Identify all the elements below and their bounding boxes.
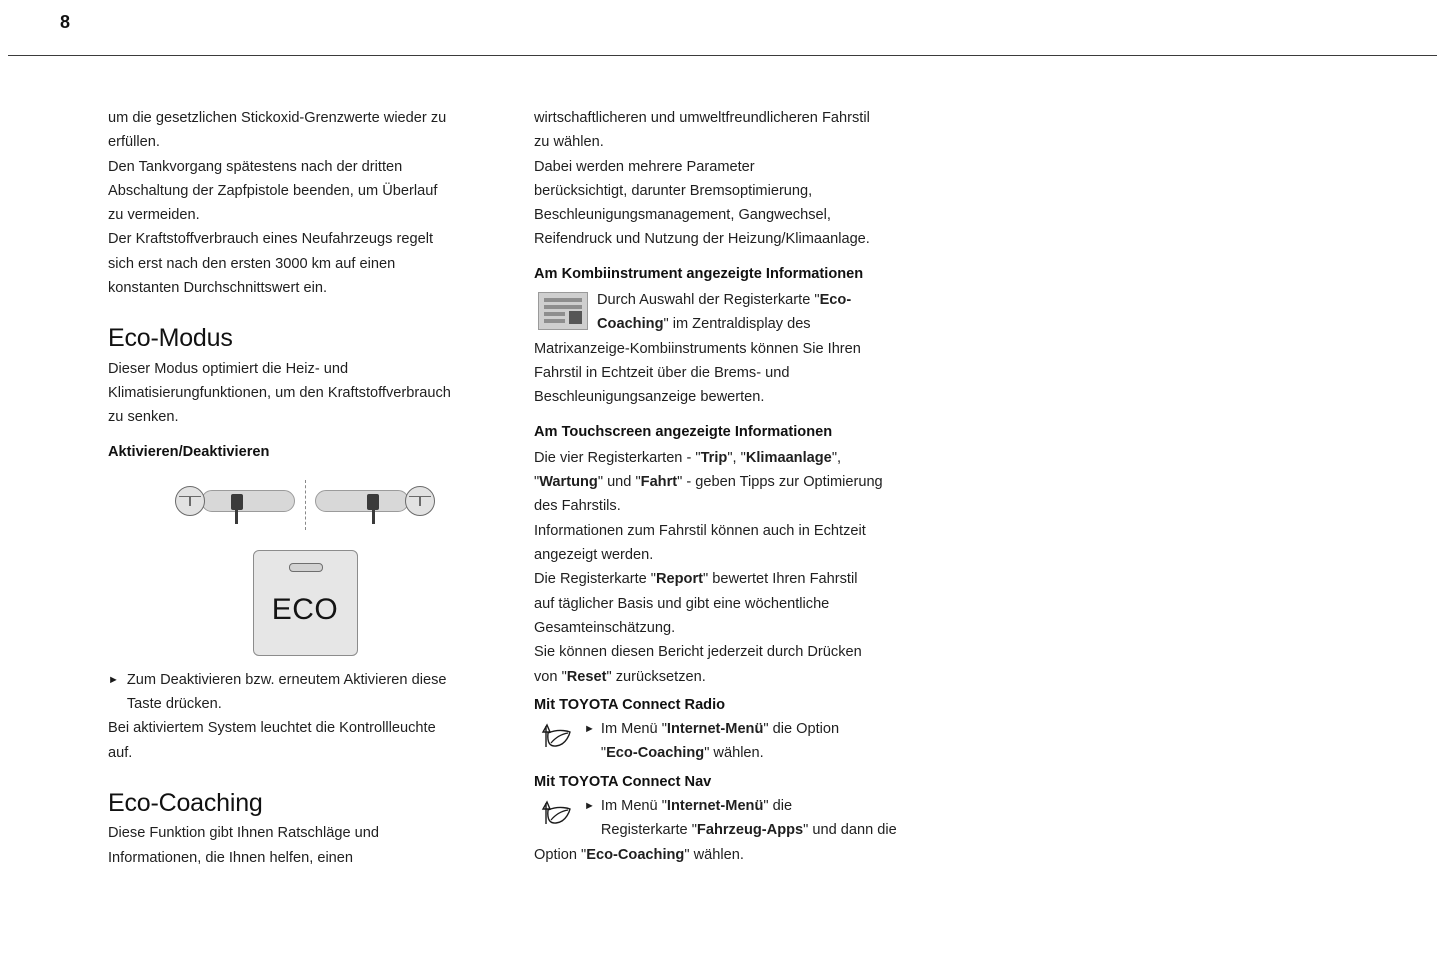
subheading-cluster-info: Am Kombiinstrument angezeigte Informationen — [534, 265, 864, 282]
paragraph-nav-option — [534, 843, 928, 867]
display-line-3 — [544, 312, 565, 316]
text-line: angezeigt werden. — [534, 547, 654, 564]
text-line: Beschleunigungsmanagement, Gangwechsel, — [534, 207, 831, 224]
page-columns — [108, 106, 1338, 870]
header-divider — [8, 55, 1437, 56]
text-line: Sie können diesen Bericht jederzeit durch Drücken — [534, 644, 862, 661]
instruction-text — [601, 717, 928, 766]
text-line: des Fahrstils. — [534, 498, 621, 515]
text-fragment: " wählen. — [684, 846, 744, 863]
steering-wheel-right-icon — [317, 484, 435, 528]
instrument-display-icon — [538, 292, 588, 330]
text-fragment: " - geben Tipps zur Optimierung — [677, 474, 883, 491]
paragraph-emissions — [108, 106, 502, 155]
paragraph-indicator-light — [108, 716, 502, 765]
eco-button-label: ECO — [271, 592, 339, 626]
text-line: Bei aktiviertem System leuchtet die Kontrollleuchte — [108, 720, 436, 737]
text-line: Informationen zum Fahrstil können auch in Echtzeit — [534, 522, 866, 539]
stalk-switch-left-icon — [231, 494, 243, 510]
text-fragment: " die Option — [763, 721, 840, 738]
button-name-reset: Reset — [566, 668, 607, 685]
text-line: Diese Funktion gibt Ihnen Ratschläge und — [108, 825, 379, 842]
option-name-eco-coaching: Eco-Coaching — [586, 846, 685, 863]
text-fragment: Im Menü " — [600, 798, 667, 815]
steering-wheel-stalks-illustration — [175, 480, 435, 532]
text-fragment: ", " — [727, 449, 746, 466]
stalk-switch-right-icon — [367, 494, 379, 510]
text-line: erfüllen. — [108, 134, 160, 151]
text-fragment: " wählen. — [704, 745, 764, 762]
bullet-arrow-icon: ► — [108, 673, 119, 686]
paragraph-report — [534, 567, 928, 640]
subheading-activate-deactivate: Aktivieren/Deaktivieren — [108, 443, 270, 460]
text-line: Klimatisierungfunktionen, um den Kraftstoffverbrauch — [108, 384, 451, 401]
steering-wheel-icon-right — [405, 486, 435, 516]
tab-name-fahrt: Fahrt — [640, 474, 678, 491]
text-line: Matrixanzeige-Kombiinstruments können Sie Ihren — [534, 340, 861, 357]
tab-name-fahrzeug-apps: Fahrzeug-Apps — [696, 822, 804, 839]
text-fragment: " und dann die — [803, 822, 897, 839]
text-line: Beschleunigungsanzeige bewerten. — [534, 389, 765, 406]
text-line: Gesamteinschätzung. — [534, 619, 676, 636]
text-line: Dieser Modus optimiert die Heiz- und — [108, 360, 349, 377]
page-number: 8 — [60, 12, 71, 32]
text-line: zu vermeiden. — [108, 207, 200, 224]
eco-button-illustration — [253, 550, 358, 656]
display-line-1 — [544, 298, 582, 302]
text-line: um die gesetzlichen Stickoxid-Grenzwerte wieder zu — [108, 110, 447, 126]
text-fragment: ", — [831, 449, 842, 466]
subheading-connect-nav: Mit TOYOTA Connect Nav — [534, 773, 712, 790]
paragraph-cluster-info — [534, 288, 928, 409]
eco-leaf-icon — [534, 798, 578, 832]
paragraph-refuelling — [108, 155, 502, 228]
subheading-touchscreen-info: Am Touchscreen angezeigte Informationen — [534, 423, 833, 440]
bullet-text — [127, 668, 502, 717]
text-line: Reifendruck und Nutzung der Heizung/Klimaanlage. — [534, 231, 870, 248]
instruction-connect-nav — [534, 794, 928, 843]
stalk-stem-right — [372, 510, 375, 524]
text-line: Der Kraftstoffverbrauch eines Neufahrzeugs regelt — [108, 231, 434, 248]
text-line: Dabei werden mehrere Parameter — [534, 158, 755, 175]
text-line: Zum Deaktivieren bzw. erneutem Aktivieren diese — [126, 671, 447, 688]
text-fragment: Im Menü " — [600, 721, 667, 738]
text-line: Abschaltung der Zapfpistole beenden, um Überlauf — [108, 182, 438, 199]
menu-name-internet: Internet-Menü — [666, 798, 764, 815]
paragraph-consumption — [108, 227, 502, 300]
display-block — [569, 311, 582, 324]
text-line: zu wählen. — [534, 134, 604, 151]
text-line: berücksichtigt, darunter Bremsoptimierung, — [534, 182, 813, 199]
paragraph-reset — [534, 640, 928, 689]
tab-name-trip: Trip — [700, 449, 728, 466]
display-line-4 — [544, 319, 565, 323]
bullet-arrow-icon: ► — [584, 723, 595, 736]
text-fragment: Durch Auswahl der Registerkarte " — [597, 292, 820, 309]
text-fragment: " die — [763, 798, 793, 815]
paragraph-eco-modus — [108, 357, 502, 430]
eco-button-indicator-icon — [289, 563, 323, 572]
tab-name-wartung: Wartung — [539, 474, 598, 491]
text-line: auf täglicher Basis und gibt eine wöchentliche — [534, 595, 830, 612]
paragraph-eco-coaching-intro — [108, 821, 502, 870]
instruction-connect-radio — [534, 717, 928, 766]
stalk-pod-left — [201, 490, 295, 512]
figure-eco-button — [108, 480, 502, 656]
instruction-text — [601, 794, 928, 843]
text-line: zu senken. — [108, 409, 179, 426]
text-fragment: Die vier Registerkarten - " — [534, 449, 701, 466]
text-fragment: " und " — [597, 474, 641, 491]
text-line: wirtschaftlicheren und umweltfreundlicheren Fahrstil — [534, 110, 870, 126]
text-line: sich erst nach den ersten 3000 km auf einen — [108, 255, 396, 272]
heading-eco-coaching: Eco-Coaching — [108, 789, 263, 818]
divider-dashed — [305, 480, 306, 530]
text-line: Den Tankvorgang spätestens nach der dritten — [108, 158, 403, 175]
eco-leaf-icon — [534, 721, 578, 755]
bullet-deactivate — [108, 668, 502, 717]
text-fragment: Option " — [534, 846, 587, 863]
text-line: Fahrstil in Echtzeit über die Brems- und — [534, 364, 790, 381]
tab-name-report: Report — [655, 571, 704, 588]
text-line: Informationen, die Ihnen helfen, einen — [108, 849, 354, 866]
tab-name-klimaanlage: Klimaanlage — [745, 449, 832, 466]
text-fragment: " — [600, 745, 607, 762]
text-line: Taste drücken. — [126, 696, 222, 713]
steering-wheel-icon-left — [175, 486, 205, 516]
stalk-stem-left — [235, 510, 238, 524]
paragraph-driving-style — [534, 106, 928, 252]
text-line: auf. — [108, 744, 133, 761]
text-bold-coaching: Coaching — [597, 316, 664, 333]
right-column — [534, 106, 928, 870]
text-fragment: " zurücksetzen. — [606, 668, 706, 685]
text-fragment: " — [534, 474, 540, 491]
display-line-2 — [544, 305, 582, 309]
text-fragment: Registerkarte " — [600, 822, 697, 839]
left-column — [108, 106, 502, 870]
text-line: konstanten Durchschnittswert ein. — [108, 280, 328, 297]
text-fragment: Die Registerkarte " — [534, 571, 656, 588]
heading-eco-modus: Eco-Modus — [108, 324, 233, 353]
menu-name-internet: Internet-Menü — [666, 721, 764, 738]
text-bold-eco: Eco- — [819, 292, 852, 309]
option-name-eco-coaching: Eco-Coaching — [606, 745, 705, 762]
paragraph-tabs — [534, 446, 928, 567]
bullet-arrow-icon: ► — [584, 800, 595, 813]
steering-wheel-left-icon — [175, 484, 293, 528]
text-fragment: " bewertet Ihren Fahrstil — [703, 571, 858, 588]
text-fragment: von " — [534, 668, 567, 685]
subheading-connect-radio: Mit TOYOTA Connect Radio — [534, 696, 726, 713]
stalk-pod-right — [315, 490, 409, 512]
text-fragment: " im Zentraldisplay des — [663, 316, 811, 333]
